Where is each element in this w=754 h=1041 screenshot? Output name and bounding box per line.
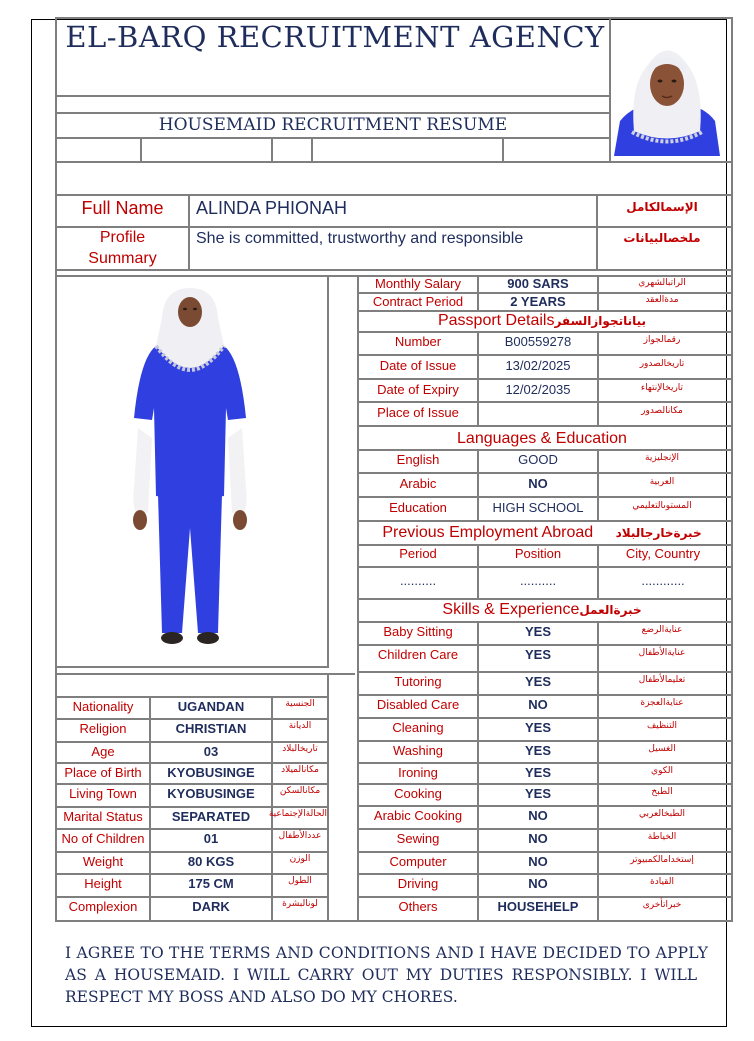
grid-line	[609, 17, 611, 162]
row-label: Tutoring	[394, 674, 442, 689]
row-label: Washing	[392, 743, 444, 758]
row-arabic: عنايةالعجزة	[640, 698, 684, 708]
row-value: NO	[528, 831, 548, 846]
full-name-arabic: الإسمالكامل	[626, 200, 698, 214]
grid-line	[357, 566, 733, 568]
employment-title-arabic: خبرةخارجالبلاد	[615, 526, 702, 540]
row-label: Arabic	[399, 476, 437, 491]
row-arabic: خبراتأخرى	[642, 900, 682, 910]
grid-line	[357, 740, 733, 742]
passport-section-title	[359, 312, 725, 330]
row-arabic: الطول	[288, 876, 312, 886]
employment-header-period: Period	[399, 546, 437, 561]
grid-line	[140, 137, 142, 162]
row-arabic: مكانالميلاد	[281, 765, 319, 775]
languages-section-title: Languages & Education	[457, 430, 627, 447]
grid-line	[357, 598, 733, 600]
row-label: Height	[84, 876, 122, 891]
grid-line	[55, 161, 733, 163]
row-label: English	[396, 452, 440, 467]
grid-line	[55, 762, 329, 764]
row-label: Complexion	[68, 899, 138, 914]
row-label: Baby Sitting	[383, 624, 453, 639]
skills-title: Skills & Experience	[442, 601, 580, 618]
profile-label-line1: Profile	[99, 229, 146, 246]
grid-line	[357, 449, 733, 451]
row-value: YES	[524, 674, 551, 689]
grid-line	[55, 194, 733, 196]
row-arabic: الإنجليزية	[645, 453, 679, 463]
row-value: YES	[524, 647, 551, 662]
row-value: YES	[524, 720, 551, 735]
row-value: KYOBUSINGE	[167, 765, 255, 780]
row-arabic: تاريخالبلاد	[282, 744, 318, 754]
grid-line	[357, 671, 733, 673]
grid-line	[55, 828, 329, 830]
resume-title: HOUSEMAID RECRUITMENT RESUME	[158, 115, 508, 135]
row-value: 12/02/2035	[505, 382, 571, 397]
grid-line	[357, 472, 733, 474]
grid-line	[271, 137, 273, 162]
row-arabic: مكانالصدور	[641, 406, 683, 416]
row-value: 2 YEARS	[510, 294, 566, 309]
row-label: Place of Issue	[377, 405, 459, 420]
row-label: Age	[91, 744, 115, 759]
row-value: NO	[528, 876, 548, 891]
row-arabic: المستوىالتعليمي	[632, 501, 692, 511]
row-arabic: التنظيف	[646, 721, 678, 731]
grid-line	[357, 762, 733, 764]
row-arabic: القيادة	[650, 877, 674, 887]
row-label: Sewing	[396, 831, 440, 846]
passport-title-arabic: بياناتجوازالسفر	[554, 314, 647, 328]
row-value: YES	[524, 786, 551, 801]
grid-line	[327, 275, 329, 668]
row-value: UGANDAN	[177, 699, 245, 714]
row-value: NO	[528, 697, 548, 712]
row-arabic: إستخدامالكمبيوتر	[630, 855, 694, 865]
employment-section-title	[359, 524, 725, 542]
grid-line	[55, 95, 611, 97]
row-arabic: مدةالعقد	[645, 295, 679, 305]
grid-line	[55, 806, 329, 808]
employment-period-value: ..........	[399, 573, 437, 588]
row-label: Arabic Cooking	[373, 808, 463, 823]
grid-line	[55, 896, 329, 898]
grid-line	[357, 644, 733, 646]
row-arabic: مكانالسكن	[279, 786, 321, 796]
row-value: YES	[524, 743, 551, 758]
row-value: KYOBUSINGE	[167, 786, 255, 801]
grid-line	[357, 378, 733, 380]
row-label: Nationality	[72, 699, 134, 714]
grid-line	[55, 851, 329, 853]
profile-summary-arabic: ملخصالبيانات	[623, 231, 701, 245]
row-value: NO	[528, 476, 548, 491]
grid-line	[357, 717, 733, 719]
grid-line	[357, 896, 733, 898]
grid-line	[55, 673, 355, 675]
grid-line	[55, 783, 329, 785]
row-arabic: عددالأطفال	[278, 831, 322, 841]
profile-label-line2: Summary	[88, 250, 157, 267]
portrait-photo	[612, 36, 722, 156]
row-label: Contract Period	[372, 294, 464, 309]
row-arabic: الحالةالإجتماعية	[268, 809, 327, 819]
row-arabic: تاريخالإنتهاء	[640, 383, 684, 393]
skills-section-title	[359, 601, 725, 619]
row-arabic: رقمالجواز	[643, 335, 681, 345]
row-value: 13/02/2025	[505, 358, 571, 373]
grid-line	[357, 401, 733, 403]
row-label: Education	[389, 500, 447, 515]
row-value: YES	[524, 765, 551, 780]
row-value: YES	[524, 624, 551, 639]
grid-line	[357, 805, 733, 807]
grid-line	[55, 666, 329, 668]
row-arabic: الكوي	[651, 766, 673, 776]
grid-line	[357, 828, 733, 830]
row-value: 80 KGS	[187, 854, 235, 869]
row-arabic: الجنسية	[285, 699, 315, 709]
row-arabic: الغسيل	[648, 744, 676, 754]
row-arabic: الديانة	[288, 721, 312, 731]
profile-summary-value: She is committed, trustworthy and responsible	[196, 230, 524, 247]
grid-line	[55, 873, 329, 875]
row-label: Number	[394, 334, 442, 349]
row-label: Religion	[79, 721, 127, 736]
frame-line	[726, 19, 727, 1027]
grid-line	[357, 425, 733, 427]
row-label: Date of Expiry	[377, 382, 459, 397]
row-arabic: عنايةالرضع	[641, 625, 683, 635]
row-arabic: تعليمالأطفال	[638, 675, 686, 685]
row-value: HIGH SCHOOL	[492, 500, 584, 515]
grid-line	[357, 873, 733, 875]
row-label: Ironing	[398, 765, 438, 780]
row-arabic: الطبخالعربي	[639, 809, 685, 819]
full-name-value: ALINDA PHIONAH	[196, 198, 348, 218]
row-value: 175 CM	[188, 876, 234, 891]
grid-line	[357, 783, 733, 785]
grid-line	[357, 354, 733, 356]
passport-title: Passport Details	[437, 312, 555, 329]
grid-line	[55, 718, 329, 720]
row-label: Cleaning	[392, 720, 444, 735]
row-value: HOUSEHELP	[497, 899, 579, 914]
row-value: 03	[203, 744, 219, 759]
row-arabic: الراتبالشهري	[638, 278, 686, 288]
grid-line	[357, 851, 733, 853]
employment-header-position: Position	[514, 546, 562, 561]
declaration-line3: RESPECT MY BOSS AND ALSO DO MY CHORES.	[65, 988, 458, 1006]
row-value: 01	[203, 831, 219, 846]
row-label: Cooking	[394, 786, 442, 801]
grid-line	[327, 673, 329, 921]
grid-line	[55, 112, 611, 114]
grid-line	[55, 275, 329, 277]
row-label: No of Children	[61, 831, 145, 846]
grid-line	[357, 520, 733, 522]
grid-line	[55, 269, 733, 271]
row-label: Driving	[397, 876, 439, 891]
row-value: DARK	[192, 899, 230, 914]
grid-line	[55, 137, 611, 139]
row-value: NO	[528, 854, 548, 869]
grid-line	[502, 137, 504, 162]
row-value: SEPARATED	[171, 809, 251, 824]
grid-line	[55, 696, 329, 698]
row-arabic: لونالبشرة	[282, 899, 318, 909]
grid-line	[55, 226, 733, 228]
grid-line	[357, 331, 733, 333]
employment-header-city: City, Country	[625, 546, 701, 561]
grid-line	[55, 17, 733, 19]
employment-position-value: ..........	[519, 573, 557, 588]
row-arabic: العربية	[649, 477, 675, 487]
row-value: B00559278	[504, 334, 572, 349]
declaration-line2: AS A HOUSEMAID. I WILL CARRY OUT MY DUTIES RESPONSIBLY. I WILL	[65, 966, 698, 984]
row-label: Marital Status	[63, 809, 143, 824]
row-label: Computer	[389, 854, 447, 869]
row-label: Others	[398, 899, 438, 914]
row-arabic: تاريخالصدور	[639, 359, 685, 369]
skills-title-arabic: خبرةالعمل	[579, 603, 642, 617]
grid-line	[357, 496, 733, 498]
grid-line	[357, 920, 733, 922]
row-label: Children Care	[377, 647, 459, 662]
row-label: Date of Issue	[379, 358, 457, 373]
grid-line	[311, 137, 313, 162]
employment-title: Previous Employment Abroad	[382, 524, 594, 541]
grid-line	[55, 920, 329, 922]
full-body-photo	[120, 288, 260, 658]
row-value: 900 SARS	[507, 276, 569, 291]
full-name-label: Full Name	[81, 198, 164, 218]
declaration-line1: I AGREE TO THE TERMS AND CONDITIONS AND I HAVE DECIDED TO APPLY	[65, 944, 709, 962]
row-label: Place of Birth	[64, 765, 142, 780]
row-label: Disabled Care	[376, 697, 460, 712]
grid-line	[188, 194, 190, 269]
grid-line	[55, 741, 329, 743]
row-arabic: الوزن	[289, 854, 311, 864]
employment-city-value: ............	[641, 573, 685, 588]
row-label: Living Town	[69, 786, 137, 801]
grid-line	[731, 17, 733, 922]
grid-line	[357, 694, 733, 696]
row-value: NO	[528, 808, 548, 823]
row-arabic: الخياطة	[647, 832, 677, 842]
row-label: Weight	[82, 854, 124, 869]
grid-line	[357, 621, 733, 623]
row-value: CHRISTIAN	[175, 721, 247, 736]
agency-name: EL-BARQ RECRUITMENT AGENCY	[65, 20, 605, 54]
row-arabic: عنايةالأطفال	[638, 648, 686, 658]
row-value: GOOD	[518, 452, 558, 467]
row-arabic: الطبخ	[651, 787, 673, 797]
row-label: Monthly Salary	[375, 276, 461, 291]
